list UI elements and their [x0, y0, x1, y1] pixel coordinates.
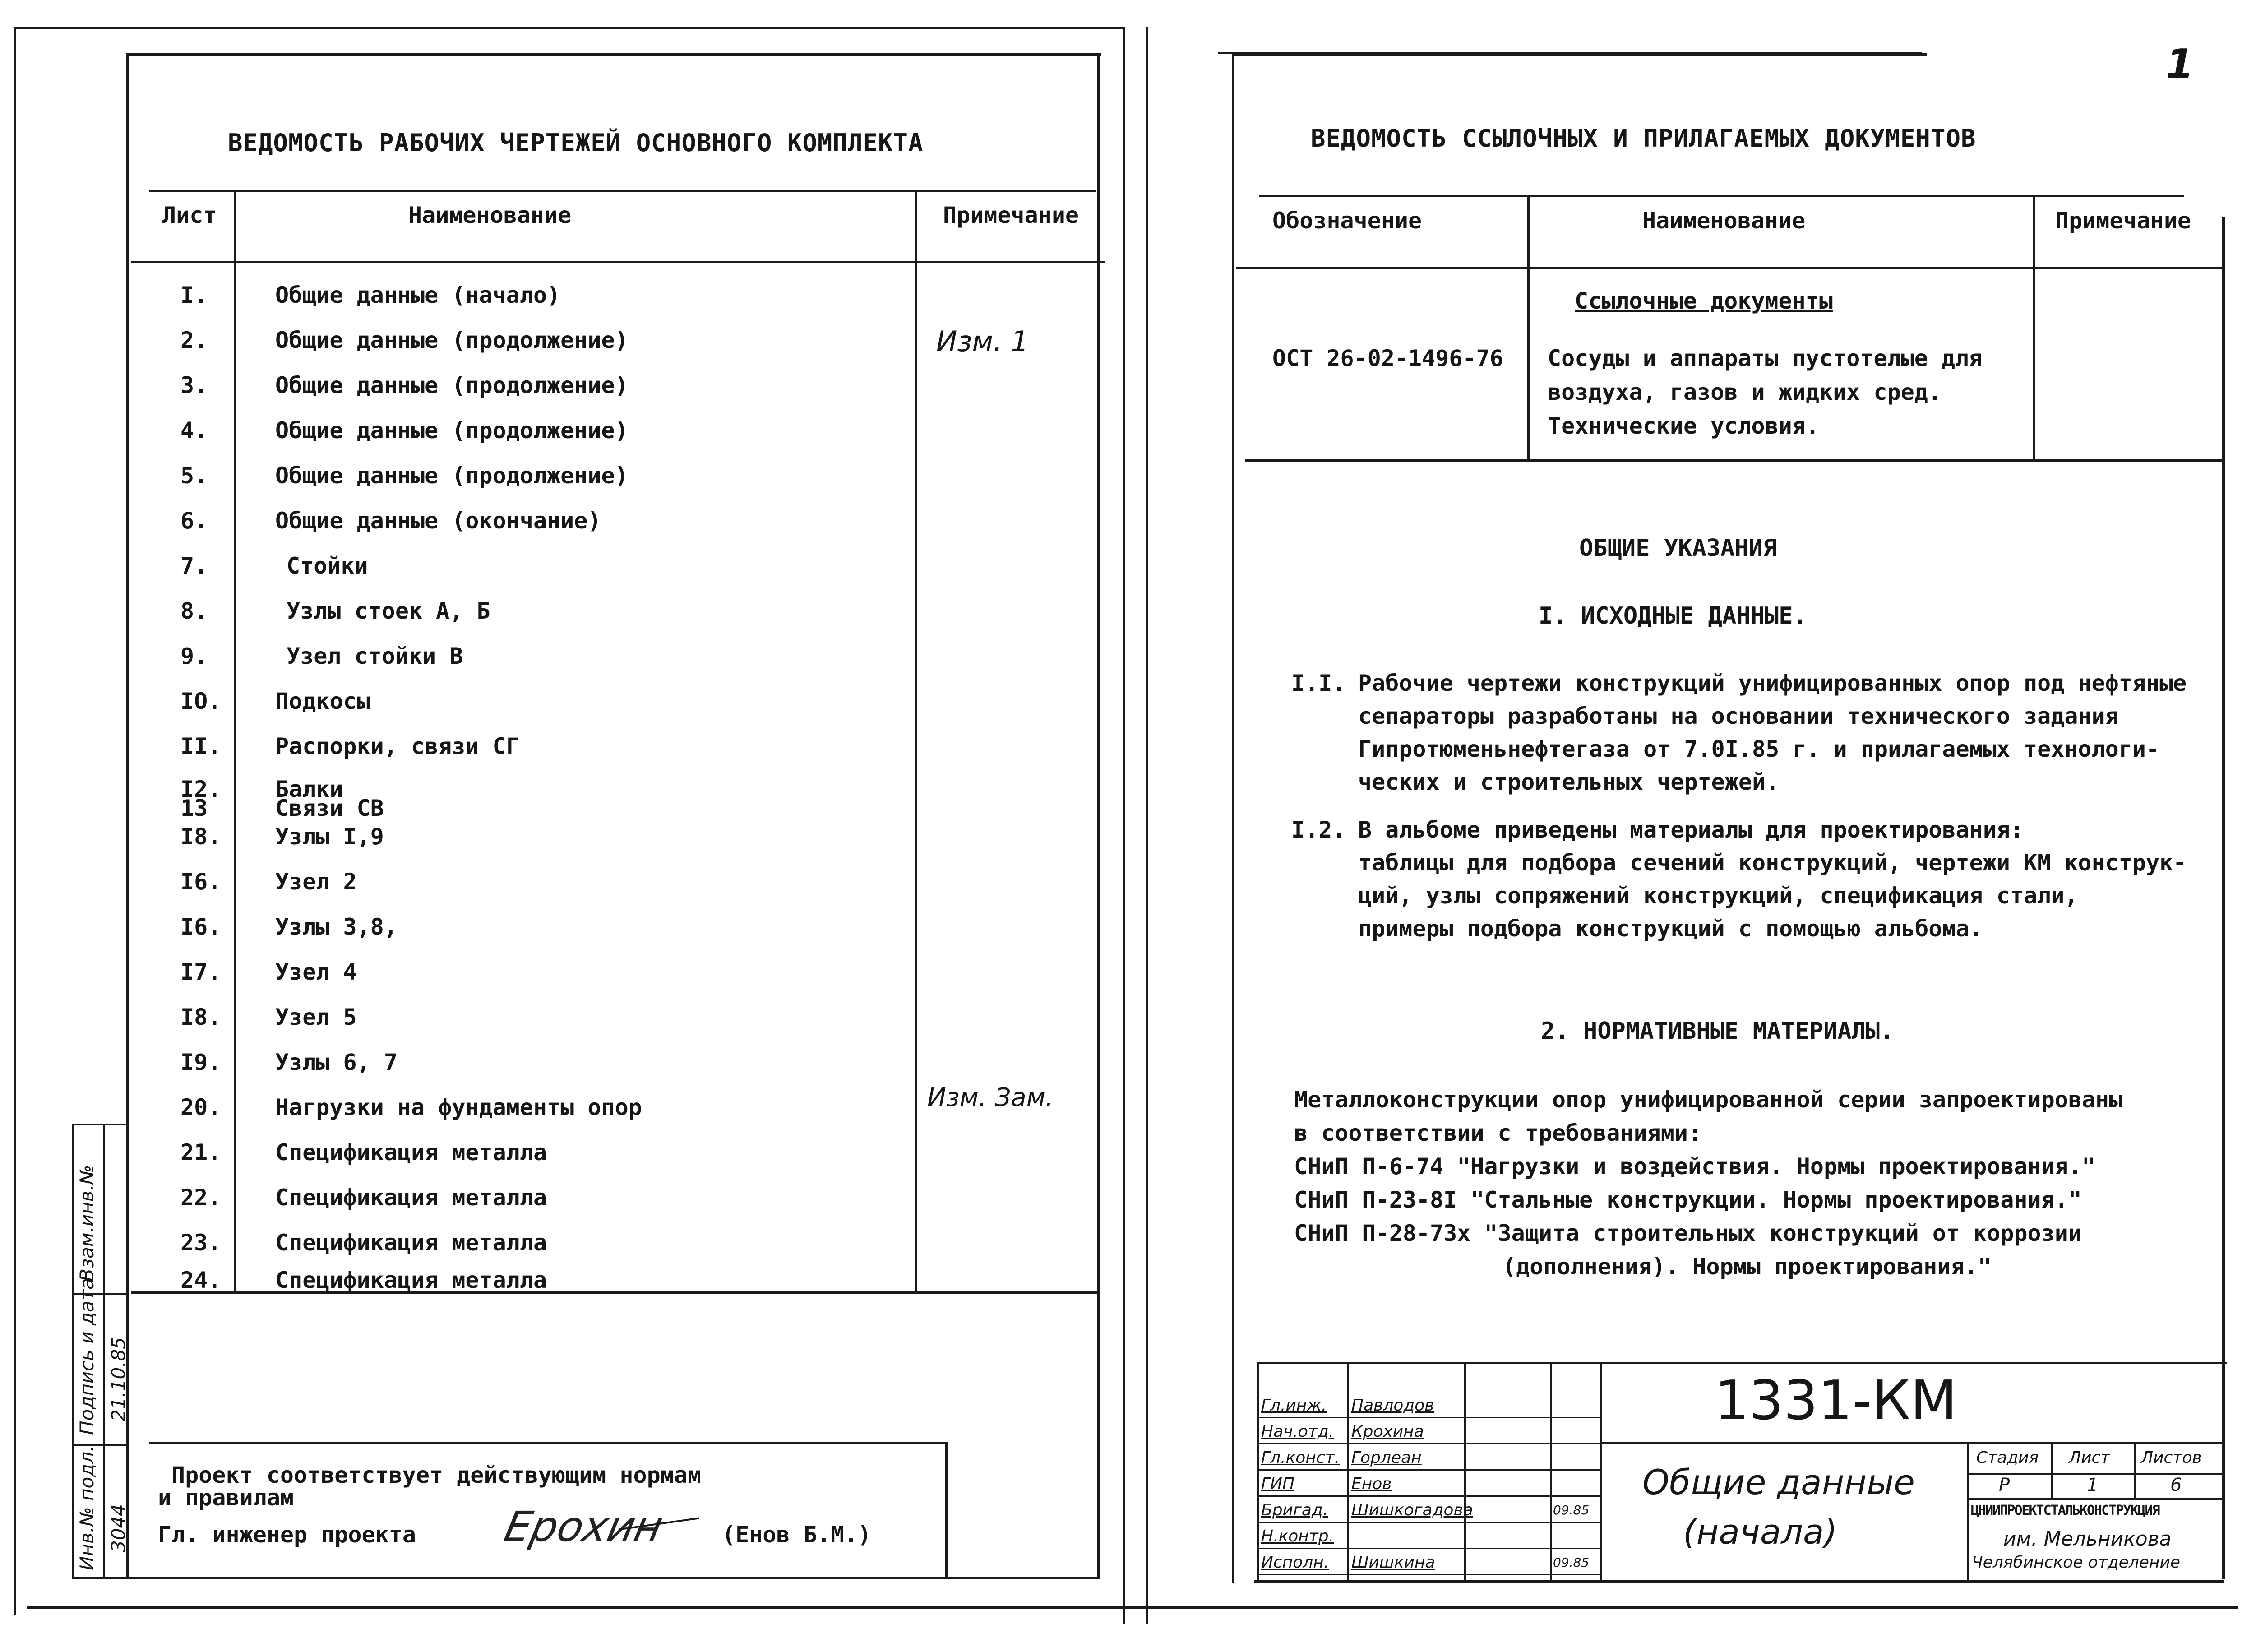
sig-role: ГИП: [1261, 1475, 1295, 1493]
p12-line-2: таблицы для подбора сечений конструкций, чертежи КМ конструк-: [1358, 850, 2187, 876]
row-sheet-number: I2.: [180, 776, 222, 802]
row-sheet-name: Узел стойки В: [287, 643, 463, 669]
ref-line-2: воздуха, газов и жидких сред.: [1548, 379, 1942, 405]
section-1-title: I. ИСХОДНЫЕ ДАННЫЕ.: [1539, 602, 1807, 629]
sheet-no-value: 1: [2087, 1475, 2099, 1495]
right-col-divider-2: [2033, 195, 2035, 461]
left-table-header-bottom: [131, 261, 1105, 263]
row-sheet-number: 13: [180, 795, 208, 821]
org-line-2: им. Мельникова: [2003, 1527, 2172, 1550]
stamp-signature: Ерохин: [500, 1503, 667, 1551]
row-sheet-name: Балки: [275, 776, 343, 802]
sig-row-line: [1257, 1417, 1600, 1418]
row-sheet-number: I.: [180, 282, 208, 308]
norm-line-3: СНиП П-6-74 "Нагрузки и воздействия. Нормы проектирования.": [1294, 1153, 2096, 1180]
row-sheet-number: IO.: [180, 688, 222, 714]
right-sheet-title: ВЕДОМОСТЬ ССЫЛОЧНЫХ И ПРИЛАГАЕМЫХ ДОКУМЕНТОВ: [1311, 124, 1976, 153]
left-frame-top: [126, 53, 1101, 56]
row-sheet-number: 6.: [180, 508, 208, 534]
right-col-header-code: Обозначение: [1272, 208, 1422, 234]
tb-sig-col-3: [1550, 1362, 1552, 1583]
right-frame-top: [1232, 53, 1927, 56]
fold-line: [1123, 27, 1125, 1624]
ref-line-3: Технические условия.: [1548, 413, 1820, 439]
row-sheet-number: I8.: [180, 1004, 222, 1030]
tb-stage-row-2: [1967, 1498, 2224, 1500]
sig-name: Шишкогадова: [1351, 1501, 1473, 1519]
left-table-top: [149, 190, 1096, 192]
sig-role: Н.контр.: [1261, 1527, 1334, 1546]
stamp-line-3: Гл. инженер проекта: [158, 1522, 416, 1548]
right-frame-left: [1232, 53, 1234, 1583]
left-col-header-sheet: Лист: [162, 202, 217, 228]
row-sheet-number: 24.: [180, 1267, 222, 1293]
p12-line-3: ций, узлы сопряжений конструкций, спецификация стали,: [1358, 883, 2078, 909]
stamp-right: [945, 1442, 948, 1579]
note-izm-zam: Изм. Зам.: [927, 1083, 1054, 1112]
sheets-value: 6: [2170, 1475, 2182, 1495]
right-frame-right: [2222, 217, 2225, 1579]
p12-line-1: В альбоме приведены материалы для проектирования:: [1358, 817, 2024, 843]
col-sheet-no: Лист: [2069, 1448, 2110, 1467]
bottom-outer-border: [27, 1606, 2238, 1609]
p11-line-4: ческих и строительных чертежей.: [1358, 769, 1780, 795]
side-strip-left: [72, 1124, 74, 1579]
top-outer-border: [14, 27, 1123, 29]
sig-row-line: [1257, 1495, 1600, 1497]
sig-role: Нач.отд.: [1261, 1422, 1334, 1441]
row-sheet-number: 8.: [180, 598, 208, 624]
side-label-replace: Взам.инв.№: [76, 1165, 98, 1282]
sig-row-line: [1257, 1522, 1600, 1523]
side-strip-top: [72, 1124, 129, 1125]
p11-line-3: Гипротюменьнефтегаза от 7.0I.85 г. и прилагаемых технологи-: [1358, 736, 2160, 762]
p11-line-2: сепараторы разработаны на основании технического задания: [1358, 703, 2119, 729]
row-sheet-name: Общие данные (продолжение): [275, 372, 629, 398]
row-sheet-number: 9.: [180, 643, 208, 669]
tb-sig-col-1: [1347, 1362, 1349, 1583]
col-sheets: Листов: [2141, 1448, 2202, 1467]
note-izm-1: Изм. 1: [936, 325, 1029, 358]
sig-date: 09.85: [1553, 1555, 1590, 1570]
left-col-divider-2: [915, 190, 917, 1293]
row-sheet-name: Стойки: [287, 553, 368, 579]
row-sheet-name: Узел 2: [275, 869, 357, 895]
side-value-date: 21.10.85: [107, 1337, 129, 1421]
row-sheet-name: Узлы стоек А, Б: [287, 598, 490, 624]
left-outer-border: [14, 27, 16, 1615]
row-sheet-name: Связи СВ: [275, 795, 384, 821]
norm-line-1: Металлоконструкции опор унифицированной серии запроектированы: [1294, 1087, 2123, 1113]
norm-line-5: СНиП П-28-73х "Защита строительных конструкций от коррозии: [1294, 1220, 2082, 1246]
sig-role: Исполн.: [1261, 1553, 1329, 1572]
row-sheet-name: Общие данные (продолжение): [275, 463, 629, 489]
ref-code: ОСТ 26-02-1496-76: [1272, 345, 1503, 371]
row-sheet-name: Спецификация металла: [275, 1267, 547, 1293]
stamp-line-1: Проект соответствует действующим нормам: [171, 1462, 701, 1488]
row-sheet-name: Спецификация металла: [275, 1185, 547, 1211]
p12-line-4: примеры подбора конструкций с помощью альбома.: [1358, 916, 1983, 942]
sig-name: Енов: [1351, 1475, 1392, 1493]
org-line-1: ЦНИИПРОЕКТСТАЛЬКОНСТРУКЦИЯ: [1971, 1503, 2159, 1518]
stamp-name: (Енов Б.М.): [722, 1522, 872, 1548]
row-sheet-number: 7.: [180, 553, 208, 579]
tb-sig-col-2: [1464, 1362, 1466, 1583]
row-sheet-number: 22.: [180, 1185, 222, 1211]
row-sheet-number: 23.: [180, 1230, 222, 1256]
norm-line-4: СНиП П-23-8I "Стальные конструкции. Нормы проектирования.": [1294, 1187, 2082, 1213]
left-col-header-note: Примечание: [943, 202, 1079, 228]
doc-name-2: (начала): [1683, 1512, 1838, 1552]
row-sheet-number: I6.: [180, 869, 222, 895]
fold-line-2: [1146, 27, 1148, 1624]
sig-row-line: [1257, 1548, 1600, 1549]
row-sheet-name: Распорки, связи СГ: [275, 733, 520, 759]
row-sheet-number: 4.: [180, 417, 208, 444]
row-sheet-number: 21.: [180, 1139, 222, 1166]
row-sheet-number: I7.: [180, 959, 222, 985]
row-sheet-number: 2.: [180, 327, 208, 353]
right-col-divider-1: [1527, 195, 1530, 461]
sig-date: 09.85: [1553, 1503, 1590, 1518]
right-table-top: [1259, 195, 2184, 197]
row-sheet-number: I9.: [180, 1049, 222, 1075]
sig-role: Гл.конст.: [1261, 1448, 1340, 1467]
right-col-header-note: Примечание: [2055, 208, 2191, 234]
section-2-title: 2. НОРМАТИВНЫЕ МАТЕРИАЛЫ.: [1541, 1018, 1894, 1045]
row-sheet-name: Узлы 3,8,: [275, 914, 398, 940]
row-sheet-name: Узел 4: [275, 959, 357, 985]
row-sheet-name: Общие данные (продолжение): [275, 327, 629, 353]
tb-top: [1257, 1362, 2227, 1364]
norm-line-2: в соответствии с требованиями:: [1294, 1120, 1702, 1146]
sig-role: Гл.инж.: [1261, 1396, 1327, 1415]
row-sheet-name: Нагрузки на фундаменты опор: [275, 1094, 642, 1120]
row-sheet-name: Спецификация металла: [275, 1230, 547, 1256]
sig-role: Бригад.: [1261, 1501, 1328, 1519]
row-sheet-number: I6.: [180, 914, 222, 940]
stamp-line-2: и правилам: [158, 1485, 294, 1511]
row-sheet-name: Общие данные (продолжение): [275, 417, 629, 444]
general-notes-title: ОБЩИЕ УКАЗАНИЯ: [1579, 535, 1777, 562]
col-stage: Стадия: [1976, 1448, 2039, 1467]
sig-name: Шишкина: [1351, 1553, 1435, 1572]
left-frame-right: [1097, 53, 1100, 1578]
tb-div-code: [1600, 1442, 2224, 1444]
row-sheet-number: 20.: [180, 1094, 222, 1120]
doc-code: 1331-КМ: [1715, 1370, 1957, 1432]
right-table-header-bottom: [1236, 267, 2224, 269]
ref-heading: Ссылочные документы: [1575, 288, 1833, 314]
row-sheet-number: 3.: [180, 372, 208, 398]
tb-div-sig: [1600, 1362, 1602, 1583]
sig-name: Крохина: [1351, 1422, 1424, 1441]
tb-stage-col-2: [2134, 1442, 2136, 1499]
stamp-top: [149, 1442, 948, 1444]
left-col-divider-1: [234, 190, 236, 1293]
doc-name-1: Общие данные: [1642, 1462, 1915, 1502]
right-table-bottom: [1245, 459, 2224, 462]
row-sheet-name: Подкосы: [275, 688, 370, 714]
side-label-inv: Инв.№ подл.: [76, 1445, 98, 1570]
right-frame-bottom: [1254, 1580, 2224, 1583]
row-sheet-name: Общие данные (начало): [275, 282, 561, 308]
sig-row-line: [1257, 1574, 1600, 1575]
tb-stage-col-1: [2051, 1442, 2053, 1499]
row-sheet-number: II.: [180, 733, 222, 759]
left-col-header-name: Наименование: [408, 202, 572, 228]
row-sheet-name: Спецификация металла: [275, 1139, 547, 1166]
norm-line-6: (дополнения). Нормы проектирования.": [1502, 1254, 1992, 1280]
row-sheet-name: Общие данные (окончание): [275, 508, 601, 534]
side-value-inv: 3044: [107, 1504, 129, 1552]
tb-left: [1257, 1362, 1259, 1583]
sig-name: Горлеан: [1351, 1448, 1422, 1467]
tb-div-name: [1967, 1442, 1969, 1582]
page-number: 1: [2166, 41, 2194, 88]
sig-row-line: [1257, 1443, 1600, 1444]
left-sheet-title: ВЕДОМОСТЬ РАБОЧИХ ЧЕРТЕЖЕЙ ОСНОВНОГО КОМПЛЕКТА: [228, 129, 924, 157]
row-sheet-number: I8.: [180, 824, 222, 850]
stage-value: Р: [1999, 1475, 2010, 1495]
side-strip-mid: [103, 1124, 105, 1579]
org-line-3: Челябинское отделение: [1972, 1553, 2181, 1572]
row-sheet-name: Узел 5: [275, 1004, 357, 1030]
ref-line-1: Сосуды и аппараты пустотелые для: [1548, 345, 1983, 371]
sig-row-line: [1257, 1469, 1600, 1471]
right-col-header-name: Наименование: [1642, 208, 1806, 234]
row-sheet-number: 5.: [180, 463, 208, 489]
row-sheet-name: Узлы 6, 7: [275, 1049, 398, 1075]
p11-line-1: Рабочие чертежи конструкций унифицированных опор под нефтяные: [1358, 670, 2187, 696]
p12-num: I.2.: [1291, 817, 1346, 843]
p11-num: I.I.: [1291, 670, 1346, 696]
sig-name: Павлодов: [1351, 1396, 1434, 1415]
row-sheet-name: Узлы I,9: [275, 824, 384, 850]
side-label-sign: Подпись и дата: [76, 1278, 98, 1435]
